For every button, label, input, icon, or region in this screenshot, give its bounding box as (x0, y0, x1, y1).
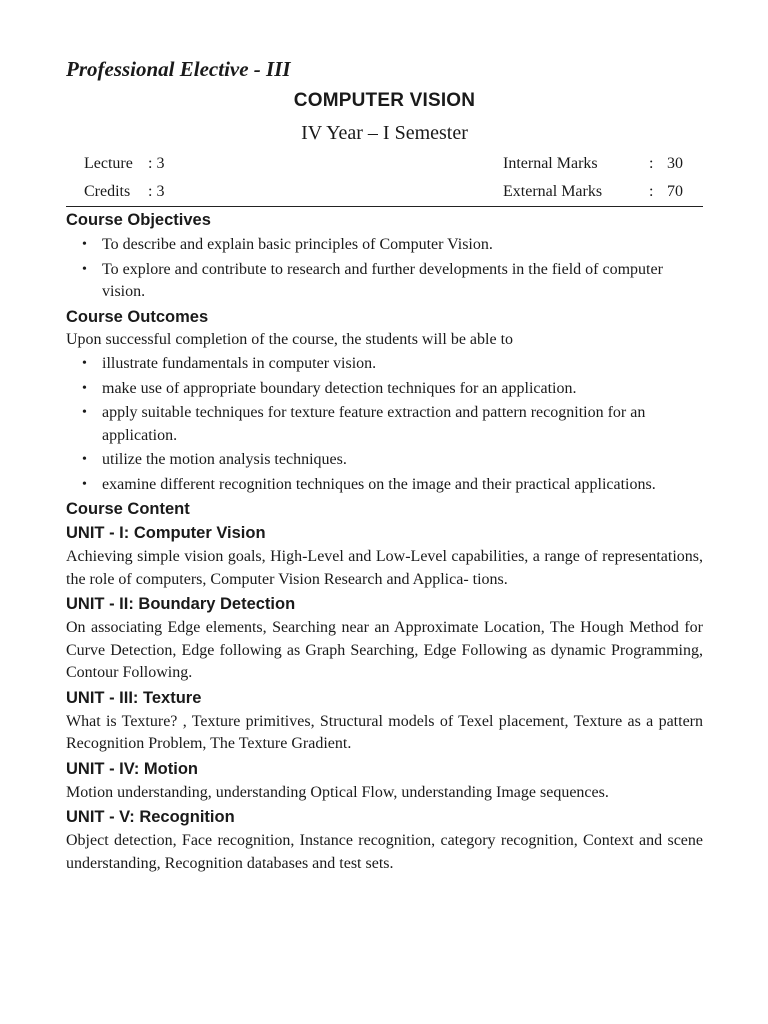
bullet-icon: • (82, 476, 87, 492)
external-marks-label: External Marks (503, 183, 603, 200)
lecture-label: Lecture (84, 155, 133, 172)
lecture-value: : 3 (148, 155, 165, 172)
external-marks-info (503, 183, 683, 201)
internal-marks-label: Internal Marks (503, 155, 598, 172)
course-title: COMPUTER VISION (293, 90, 476, 111)
unit-description: What is Texture? , Texture primitives, Structural models of Texel placement, Texture as a pattern Recognition Problem, The Texture Gradient. (66, 712, 703, 752)
outcome-item (66, 402, 703, 447)
lecture-info (84, 155, 164, 173)
unit-heading: UNIT - V: Recognition (66, 808, 235, 826)
external-marks-value: 70 (667, 183, 683, 200)
objective-item (66, 234, 703, 257)
bullet-icon: • (82, 452, 87, 467)
semester-label: IV Year – I Semester (301, 122, 468, 144)
credits-value: : 3 (148, 183, 165, 200)
objectives-heading: Course Objectives (66, 211, 211, 229)
content-heading: Course Content (66, 500, 190, 518)
bullet-icon: • (82, 380, 87, 396)
outcome-item-text: illustrate fundamentals in computer vision. (102, 355, 377, 372)
outcome-item-text: apply suitable techniques for texture feature extraction and pattern recognition for an application. (102, 404, 646, 444)
unit-description: Object detection, Face recognition, Instance recognition, category recognition, Context and scene understanding, Recognition databases and test sets. (66, 832, 703, 872)
unit-heading: UNIT - II: Boundary Detection (66, 595, 296, 613)
internal-marks-value: 30 (667, 155, 683, 172)
external-marks-sep: : (649, 183, 654, 200)
outcome-item-text: make use of appropriate boundary detection techniques for an application. (102, 379, 577, 397)
bullet-icon: • (82, 237, 87, 252)
objectives-list (66, 234, 703, 304)
outcome-item (66, 378, 703, 401)
outcome-item-text: examine different recognition techniques on the image and their practical applications. (102, 475, 656, 493)
credits-label: Credits (84, 183, 131, 200)
bullet-icon: • (82, 356, 87, 371)
outcomes-intro: Upon successful completion of the course, the students will be able to (66, 330, 514, 348)
outcomes-list (66, 353, 703, 496)
unit-heading: UNIT - IV: Motion (66, 759, 198, 778)
objective-item-text: To describe and explain basic principles of Computer Vision. (102, 236, 493, 253)
outcome-item (66, 474, 703, 497)
units-list (66, 522, 703, 875)
syllabus-body (66, 209, 703, 877)
bullet-icon: • (82, 261, 87, 277)
internal-marks-sep: : (649, 155, 654, 172)
unit-description: On associating Edge elements, Searching near an Approximate Location, The Hough Method for Curve Detection, Edge following as Graph Searching, Edge Following as dynamic Programming, Contour Following. (66, 619, 703, 681)
outcome-item (66, 353, 703, 376)
internal-marks-info (503, 155, 683, 173)
unit-description: Achieving simple vision goals, High-Level and Low-Level capabilities, a range of representations, the role of computers, Computer Vision Research and Applica- tions. (66, 548, 703, 588)
bullet-icon: • (82, 405, 87, 420)
outcomes-heading: Course Outcomes (66, 307, 209, 326)
elective-label: Professional Elective - III (66, 57, 291, 81)
unit-heading: UNIT - I: Computer Vision (66, 524, 266, 542)
objective-item-text: To explore and contribute to research and further developments in the field of computer vision. (102, 260, 663, 300)
credits-info (84, 183, 164, 201)
outcome-item-text: utilize the motion analysis techniques. (102, 451, 347, 468)
outcome-item (66, 449, 703, 472)
objective-item (66, 259, 703, 304)
unit-heading: UNIT - III: Texture (66, 688, 202, 707)
header-divider (66, 206, 703, 207)
unit-description: Motion understanding, understanding Optical Flow, understanding Image sequences. (66, 783, 609, 801)
